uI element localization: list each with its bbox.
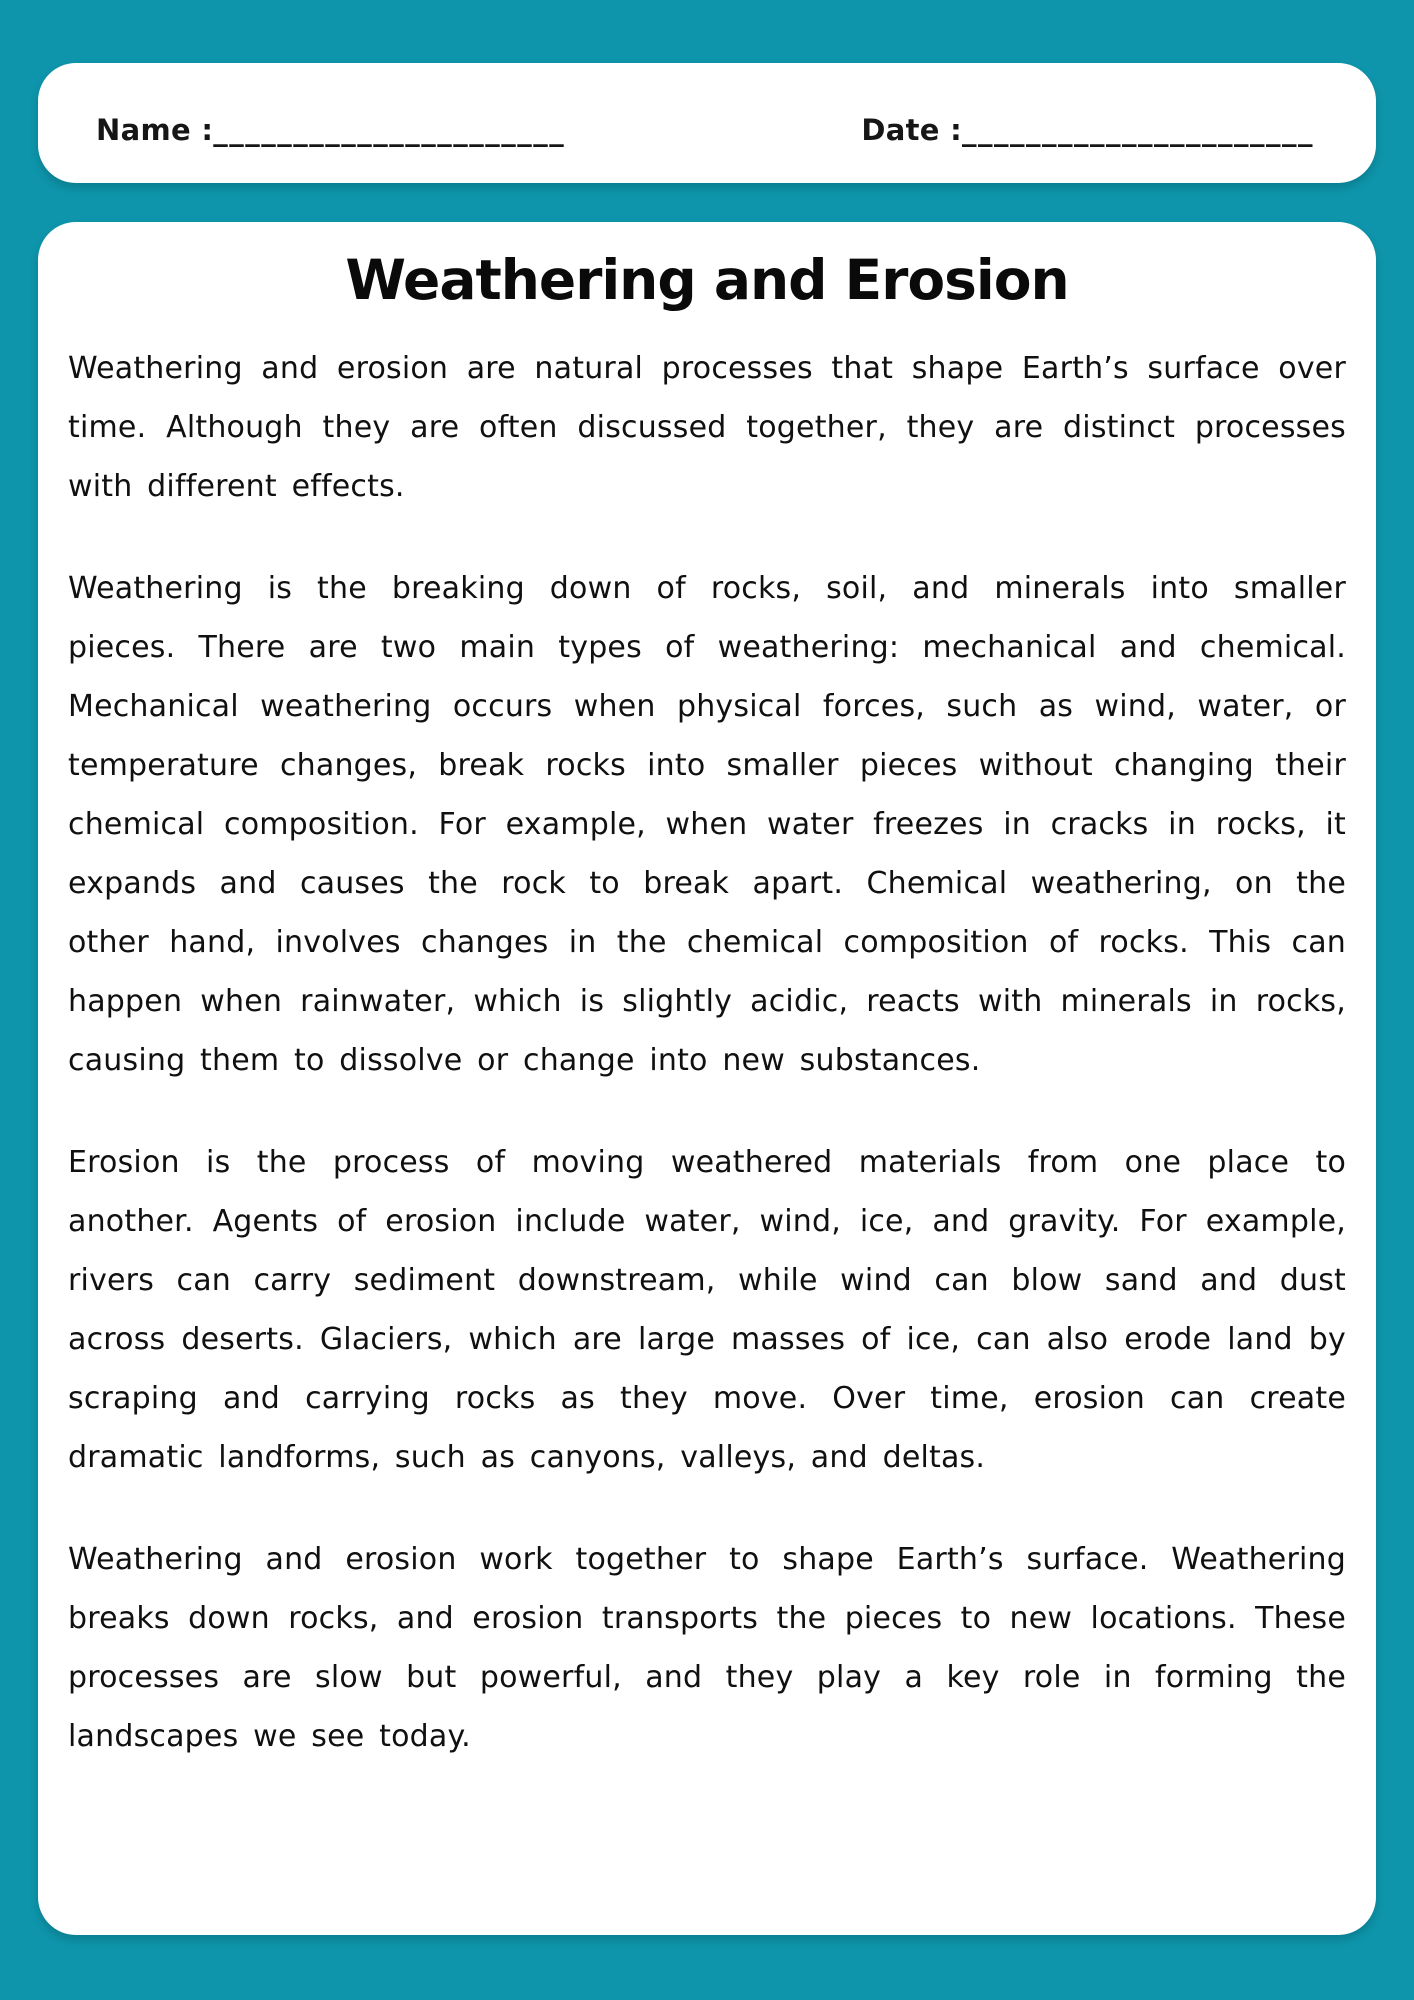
name-field [96, 113, 565, 147]
date-field [861, 113, 1314, 147]
worksheet-title: Weathering and Erosion [345, 248, 1069, 312]
paragraph-intro: Weathering and erosion are natural processes that shape Earth’s surface over time. Although they are often discussed together, they are distinct processes with different effects. [68, 351, 1346, 504]
worksheet-body-card [38, 222, 1376, 1935]
name-blank-line[interactable]: ______________________ [213, 113, 566, 147]
date-label: Date : [861, 113, 962, 147]
worksheet-text [68, 339, 1346, 1766]
paragraph-conclusion: Weathering and erosion work together to shape Earth’s surface. Weathering breaks down rocks, and erosion transports the pieces to new locations. These processes are slow but powerful, and they play a key role in forming the landscapes we see today. [68, 1542, 1346, 1754]
paragraph-erosion: Erosion is the process of moving weathered materials from one place to another. Agents of erosion include water, wind, ice, and gravity. For example, rivers can carry sediment downstream, while wind can blow sand and dust across deserts. Glaciers, which are large masses of ice, can also erode land by scraping and carrying rocks as they move. Over time, erosion can create dramatic landforms, such as canyons, valleys, and deltas. [68, 1145, 1346, 1475]
date-blank-line[interactable]: ______________________ [962, 113, 1314, 147]
name-date-header [38, 63, 1376, 183]
name-label: Name : [96, 113, 214, 147]
paragraph-weathering: Weathering is the breaking down of rocks, soil, and minerals into smaller pieces. There are two main types of weathering: mechanical and chemical. Mechanical weathering occurs when physical forces, such as wind, water, or temperature changes, break rocks into smaller pieces without changing their chemical composition. For example, when water freezes in cracks in rocks, it expands and causes the rock to break apart. Chemical weathering, on the other hand, involves changes in the chemical composition of rocks. This can happen when rainwater, which is slightly acidic, reacts with minerals in rocks, causing them to dissolve or change into new substances. [68, 571, 1346, 1078]
